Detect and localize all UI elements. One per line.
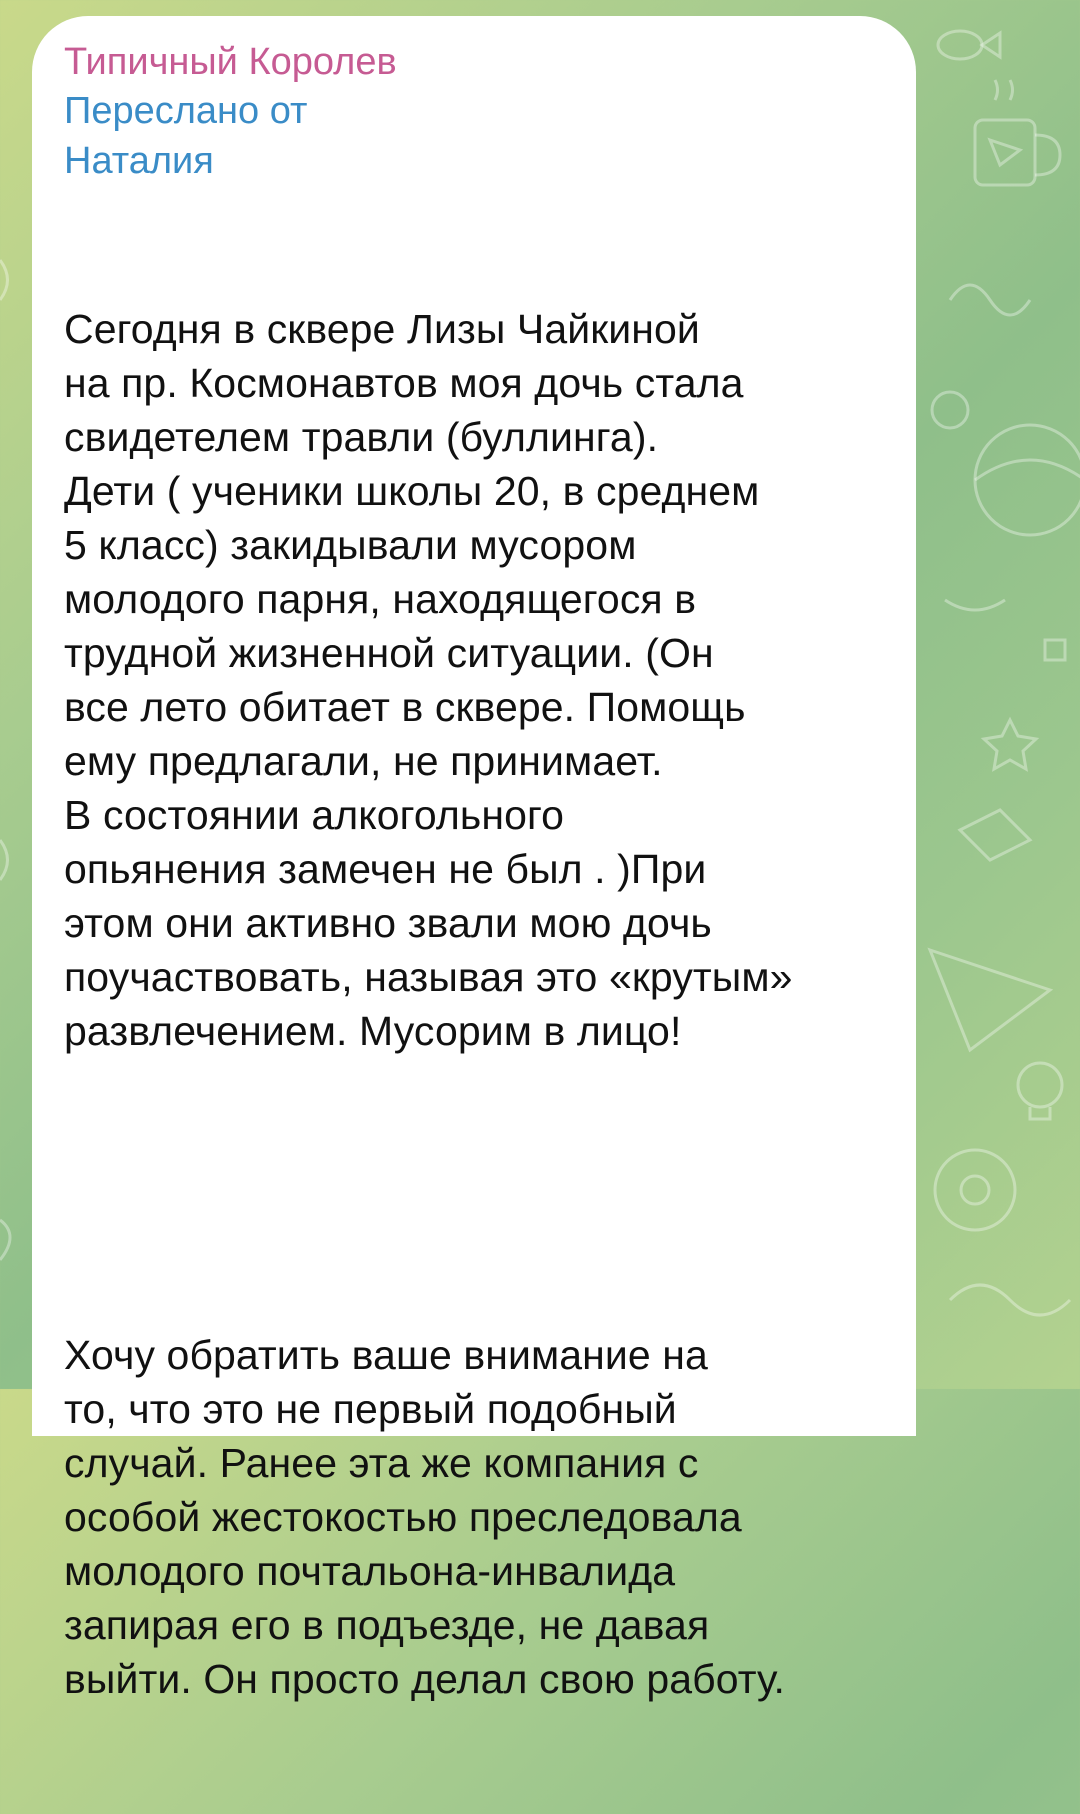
mug-doodle-icon bbox=[975, 80, 1060, 185]
forwarded-from-name[interactable]: Наталия bbox=[64, 140, 214, 182]
message-paragraph-2: Хочу обратить ваше внимание на то, что это не первый подобный случай. Ранее эта же компания с особой жестокостью преследовала молодого почтальона-инвалида запирая его в подъезде, не давая выйти. Он просто делал свою работу. bbox=[64, 1332, 786, 1702]
bulb-doodle-icon bbox=[1018, 1063, 1062, 1119]
sender-name[interactable]: Типичный Королев bbox=[64, 41, 397, 83]
billiard-ball-icon bbox=[935, 1150, 1015, 1230]
message-text bbox=[64, 194, 886, 1814]
paragraph-gap bbox=[64, 1166, 886, 1220]
star-doodle-icon bbox=[984, 720, 1036, 769]
message-bubble[interactable] bbox=[32, 16, 916, 1702]
message-paragraph-1: Сегодня в сквере Лизы Чайкиной на пр. Космонавтов моя дочь стала свидетелем травли (буллинга). Дети ( ученики школы 20, в среднем 5 класс) закидывали мусором молодого парня, находящегося в трудной жизненной ситуации. (Он все лето обитает в сквере. Помощь ему предлагали, не принимает. В состоянии алкогольного опьянения замечен не был . )При этом они активно звали мою дочь поучаствовать, называя это «крутым» развлечением. Мусорим в лицо! bbox=[64, 306, 793, 1054]
pizza-doodle-icon bbox=[930, 950, 1050, 1050]
fish-doodle-icon bbox=[938, 31, 1000, 59]
ball-doodle-icon bbox=[975, 425, 1080, 535]
forwarded-label: Переслано от bbox=[64, 90, 308, 132]
